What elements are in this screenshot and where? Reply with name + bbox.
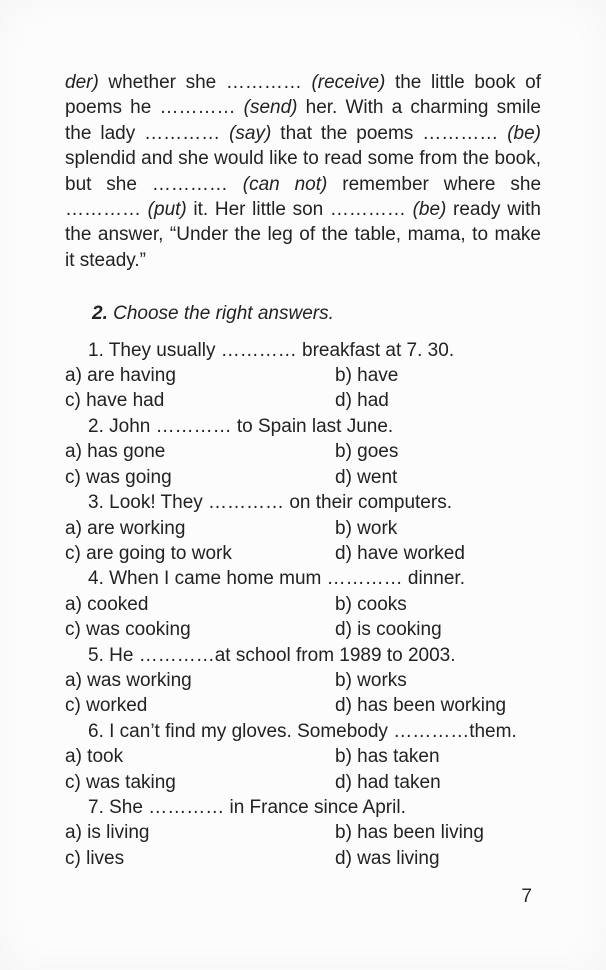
page-content — [65, 70, 541, 871]
option-b: b) has taken — [335, 746, 440, 768]
option-d: d) is cooking — [335, 619, 442, 641]
option-c: c) was taking — [65, 771, 176, 793]
option-a: a) are working — [65, 517, 186, 539]
page-number: 7 — [521, 886, 532, 907]
question-options — [65, 439, 541, 490]
intro-segment: splendid and she would like to read some from the book, but she ………… — [65, 148, 541, 195]
question-prompt: 1. They usually ………… breakfast at 7. 30. — [88, 339, 455, 361]
intro-segment: ready with the answer, “Under the leg of the table, mama, to make it steady.” — [65, 199, 542, 271]
intro-segment: the little book of poems he ………… — [65, 72, 541, 119]
option-b: b) works — [335, 669, 407, 691]
question-prompt: 5. He …………at school from 1989 to 2003. — [88, 644, 456, 666]
intro-segment: that the poems ………… — [271, 122, 508, 144]
option-c: c) was cooking — [65, 619, 191, 641]
intro-segment: it. Her little son ………… — [186, 199, 413, 221]
option-b: b) cooks — [335, 593, 407, 615]
option-a: a) has gone — [65, 441, 166, 463]
intro-segment-italic: (be) — [412, 199, 447, 221]
option-c: c) have had — [65, 390, 165, 412]
option-d: d) was living — [335, 847, 440, 869]
question-6 — [65, 719, 541, 795]
option-d: d) had taken — [335, 771, 441, 793]
option-c: c) worked — [65, 695, 148, 717]
question-1 — [65, 338, 541, 414]
option-a: a) was working — [65, 669, 192, 691]
question-2 — [65, 414, 541, 490]
intro-segment-italic: (put) — [147, 199, 187, 221]
option-c: c) lives — [65, 847, 125, 869]
option-c: c) are going to work — [65, 542, 232, 564]
option-a: a) are having — [65, 365, 176, 387]
question-prompt: 3. Look! They ………… on their computers. — [88, 492, 452, 514]
question-prompt: 4. When I came home mum ………… dinner. — [88, 568, 465, 590]
intro-paragraph — [65, 70, 541, 273]
intro-segment: her. With a charming smile the lady ………… — [65, 97, 541, 144]
question-7 — [65, 795, 541, 871]
option-b: b) goes — [335, 441, 399, 463]
intro-segment-italic: (be) — [507, 122, 541, 144]
intro-segment: whether she ………… — [98, 72, 312, 93]
option-b: b) has been living — [335, 822, 484, 844]
question-options — [65, 363, 541, 414]
question-options — [65, 744, 541, 795]
option-a: a) took — [65, 746, 124, 768]
option-d: d) has been working — [335, 695, 507, 717]
question-4 — [65, 566, 541, 642]
option-d: d) have worked — [335, 542, 465, 564]
option-c: c) was going — [65, 466, 172, 488]
question-options — [65, 592, 541, 643]
question-prompt: 6. I can’t find my gloves. Somebody …………them. — [88, 720, 517, 742]
intro-segment-italic: (send) — [243, 97, 298, 119]
question-5 — [65, 643, 541, 719]
question-prompt: 7. She ………… in France since April. — [88, 796, 406, 818]
option-b: b) have — [335, 365, 399, 387]
intro-segment-italic: (say) — [229, 122, 272, 144]
exercise-title: Choose the right answers. — [107, 303, 334, 325]
intro-segment-italic: (can not) — [242, 173, 328, 195]
option-d: d) had — [335, 390, 389, 412]
question-prompt: 2. John ………… to Spain last June. — [88, 415, 394, 437]
option-d: d) went — [335, 466, 398, 488]
option-a: a) is living — [65, 822, 150, 844]
question-3 — [65, 490, 541, 566]
option-a: a) cooked — [65, 593, 149, 615]
exercise-number: 2. — [92, 303, 108, 325]
intro-segment-italic: (receive) — [311, 72, 386, 93]
question-options — [65, 820, 541, 871]
intro-segment: remember where she ………… — [65, 173, 542, 221]
question-options — [65, 668, 541, 719]
question-options — [65, 516, 541, 567]
exercise-heading — [65, 301, 541, 326]
option-b: b) work — [335, 517, 398, 539]
intro-segment-italic: der) — [65, 72, 99, 93]
